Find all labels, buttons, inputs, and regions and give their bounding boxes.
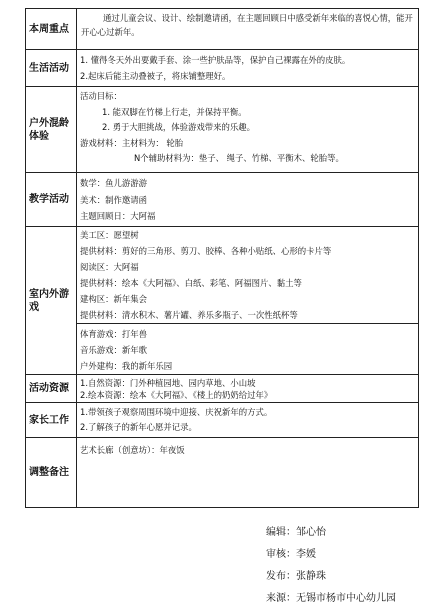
row-teaching xyxy=(26,172,418,226)
indoor-line-3: 阅读区：大阿福 xyxy=(80,262,139,272)
row-indoor xyxy=(26,226,418,374)
row-label-teaching: 教学活动 xyxy=(26,173,77,226)
outdoor-games xyxy=(77,323,418,374)
row-label-family: 家长工作 xyxy=(26,403,77,437)
indoor-line-6: 提供材料：清水积木、薯片罐、养乐多瓶子、一次性纸杯等 xyxy=(80,310,298,320)
row-resources xyxy=(26,374,418,402)
family-content xyxy=(77,403,418,437)
row-label-resources: 活动资源 xyxy=(26,375,77,402)
focus-text: 通过儿童会议、设计、绘制邀请函，在主题回顾日中感受新年来临的喜悦心情，能开开心心过新年。 xyxy=(81,13,413,37)
indoor-line-4: 提供材料：绘本《大阿福》、白纸、彩笔、阿福图片、黏土等 xyxy=(80,278,302,288)
focus-content xyxy=(77,9,418,49)
life-line-2: 2.起床后能主动叠被子，将床铺整理好。 xyxy=(80,71,231,81)
teaching-line-3: 主题回顾日：大阿福 xyxy=(80,211,156,221)
credit-source: 来源：无锡市杨市中心幼儿园 xyxy=(266,593,396,604)
row-label-outdoor: 户外混龄体验 xyxy=(26,87,77,172)
family-line-1: 1.带领孩子观察周围环境中迎接、庆祝新年的方式。 xyxy=(80,407,273,417)
game-line-2: 音乐游戏：新年歌 xyxy=(80,345,147,355)
notes-content xyxy=(77,438,418,507)
teaching-line-2: 美术：制作邀请函 xyxy=(80,194,147,205)
resources-content xyxy=(77,375,418,402)
indoor-line-2: 提供材料：剪好的三角形、剪刀、胶棒、各种小贴纸、心形的卡片等 xyxy=(80,246,332,256)
indoor-line-5: 建构区：新年集会 xyxy=(80,294,147,304)
weekly-plan-table xyxy=(25,8,419,508)
life-content xyxy=(77,50,418,86)
game-line-1: 体育游戏：打年兽 xyxy=(80,329,147,339)
row-focus xyxy=(26,9,418,49)
outdoor-goal-2: 2. 勇于大胆挑战，体验游戏带来的乐趣。 xyxy=(102,122,256,132)
teaching-line-1: 数学：鱼儿游游游 xyxy=(80,178,147,188)
credit-editor: 编辑：邹心怡 xyxy=(266,527,326,538)
teaching-content xyxy=(77,173,418,226)
outdoor-aux-material: N个辅助材料为：垫子、 绳子、竹梯、平衡木、轮胎等。 xyxy=(134,153,344,163)
outdoor-main-material: 游戏材料：主材料为： 轮胎 xyxy=(80,137,184,148)
resources-line-2: 2.绘本资源：绘本《大阿福》、《楼上的奶奶给过年》 xyxy=(80,390,273,400)
notes-text: 艺术长廊（创意坊）：年夜饭 xyxy=(80,445,185,455)
resources-line-1: 1.自然资源：门外种植园地、园内草地、小山坡 xyxy=(80,378,256,388)
outdoor-goal-1: 1. 能双脚在竹梯上行走，并保持平衡。 xyxy=(102,106,247,117)
credits xyxy=(266,522,396,610)
row-label-life: 生活活动 xyxy=(26,50,77,86)
indoor-content xyxy=(77,227,418,374)
row-label-focus: 本周重点 xyxy=(26,9,77,49)
life-line-1: 1. 懂得冬天外出要戴手套、涂一些护肤品等，保护自己裸露在外的皮肤。 xyxy=(80,55,351,65)
row-outdoor xyxy=(26,86,418,172)
outdoor-content xyxy=(77,87,418,172)
indoor-line-1: 美工区：愿望树 xyxy=(80,230,139,240)
row-label-notes: 调整备注 xyxy=(26,438,77,507)
indoor-areas xyxy=(77,227,418,323)
outdoor-goal-title: 活动目标： xyxy=(80,91,122,101)
game-line-3: 户外建构：我的新年乐园 xyxy=(80,361,173,371)
credit-reviewer: 审核：李媛 xyxy=(266,549,316,560)
row-family xyxy=(26,402,418,437)
credit-publisher: 发布：张静珠 xyxy=(266,571,326,582)
row-label-indoor: 室内外游戏 xyxy=(26,227,77,374)
family-line-2: 2.了解孩子的新年心愿并记录。 xyxy=(80,422,197,432)
row-life xyxy=(26,49,418,86)
row-notes xyxy=(26,437,418,507)
